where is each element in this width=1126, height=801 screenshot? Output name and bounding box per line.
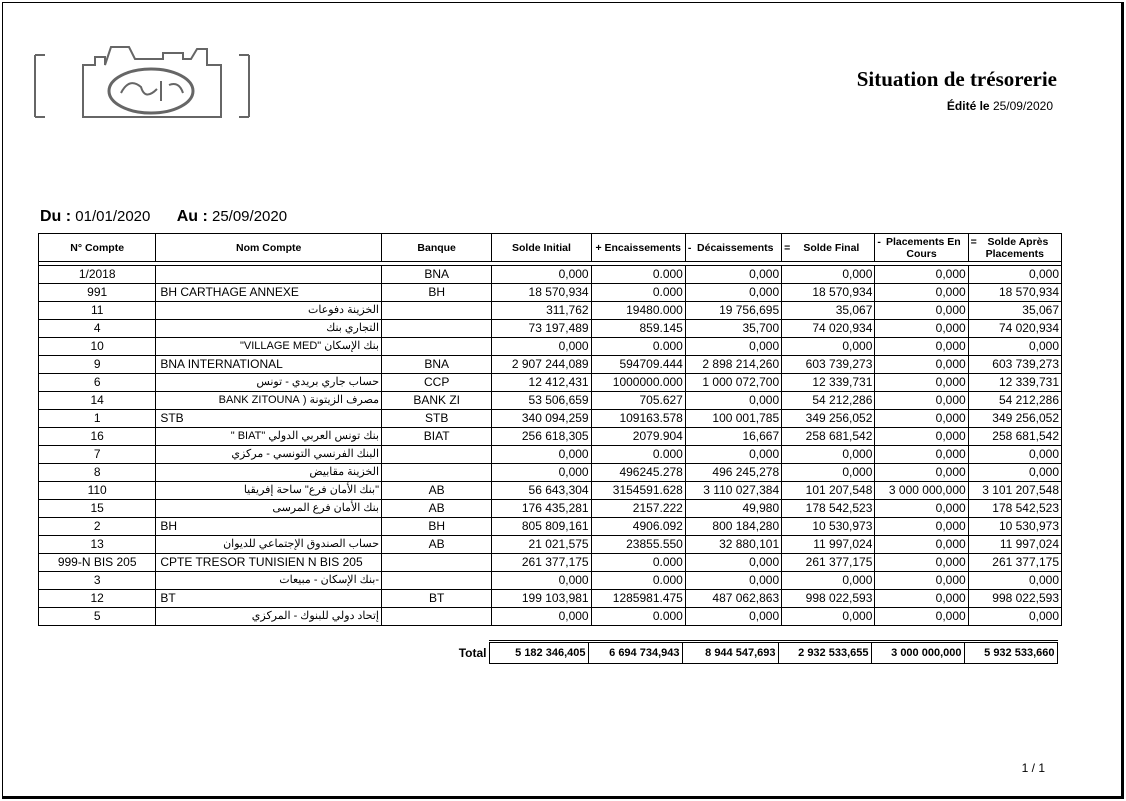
table-row bbox=[39, 302, 1062, 320]
cell-num: 999-N BIS 205 bbox=[39, 554, 156, 572]
page-number: 1 / 1 bbox=[1021, 761, 1045, 775]
cell-num: 110 bbox=[39, 482, 156, 500]
cell-encaissements: 0.000 bbox=[591, 266, 685, 284]
report-title: Situation de trésorerie bbox=[856, 67, 1057, 91]
du-label: Du : bbox=[40, 208, 72, 225]
cell-encaissements: 0.000 bbox=[591, 554, 685, 572]
total-solde-apres: 5 932 533,660 bbox=[964, 642, 1057, 664]
table-row bbox=[39, 392, 1062, 410]
cell-decaissements: 0,000 bbox=[685, 554, 781, 572]
cell-decaissements: 0,000 bbox=[685, 446, 781, 464]
cell-placements: 0,000 bbox=[875, 608, 968, 626]
cell-solde-apres: 349 256,052 bbox=[968, 410, 1061, 428]
cell-num: 1/2018 bbox=[39, 266, 156, 284]
cell-num: 8 bbox=[39, 464, 156, 482]
cell-banque: BH bbox=[382, 518, 492, 536]
cell-solde-apres: 0,000 bbox=[968, 446, 1061, 464]
cell-num: 3 bbox=[39, 572, 156, 590]
cell-nom: حساب الصندوق الإجتماعي للديوان bbox=[156, 536, 382, 554]
cell-solde-final: 0,000 bbox=[782, 572, 875, 590]
cell-banque bbox=[382, 572, 492, 590]
cell-placements: 0,000 bbox=[875, 392, 968, 410]
cell-nom: BT bbox=[156, 590, 382, 608]
cell-num: 1 bbox=[39, 410, 156, 428]
cell-placements: 0,000 bbox=[875, 572, 968, 590]
cell-encaissements: 23855.550 bbox=[591, 536, 685, 554]
total-solde-initial: 5 182 346,405 bbox=[489, 642, 588, 664]
cell-placements: 0,000 bbox=[875, 464, 968, 482]
table-row bbox=[39, 464, 1062, 482]
cell-decaissements: 32 880,101 bbox=[685, 536, 781, 554]
col-header-solde-initial: Solde Initial bbox=[492, 234, 591, 262]
table-row bbox=[39, 500, 1062, 518]
cell-nom: الخزينة مقابيض bbox=[156, 464, 382, 482]
cell-placements: 0,000 bbox=[875, 446, 968, 464]
cell-nom bbox=[156, 266, 382, 284]
col-header-solde-apres: = Solde Après Placements bbox=[968, 234, 1061, 262]
cell-solde-initial: 311,762 bbox=[492, 302, 591, 320]
cell-encaissements: 109163.578 bbox=[591, 410, 685, 428]
cell-solde-apres: 998 022,593 bbox=[968, 590, 1061, 608]
cell-solde-apres: 54 212,286 bbox=[968, 392, 1061, 410]
cell-nom: البنك الفرنسي التونسي - مركزي bbox=[156, 446, 382, 464]
table-row bbox=[39, 356, 1062, 374]
cell-solde-initial: 56 643,304 bbox=[492, 482, 591, 500]
table-row bbox=[39, 572, 1062, 590]
cell-encaissements: 0.000 bbox=[591, 608, 685, 626]
cell-nom: CPTE TRESOR TUNISIEN N BIS 205 bbox=[156, 554, 382, 572]
cell-placements: 0,000 bbox=[875, 536, 968, 554]
du-value: 01/01/2020 bbox=[75, 208, 151, 225]
cell-encaissements: 0.000 bbox=[591, 338, 685, 356]
cell-decaissements: 19 756,695 bbox=[685, 302, 781, 320]
cell-solde-initial: 176 435,281 bbox=[492, 500, 591, 518]
cell-solde-initial: 53 506,659 bbox=[492, 392, 591, 410]
report-page bbox=[2, 2, 1124, 799]
table-row bbox=[39, 446, 1062, 464]
cell-decaissements: 487 062,863 bbox=[685, 590, 781, 608]
cell-encaissements: 19480.000 bbox=[591, 302, 685, 320]
cell-decaissements: 0,000 bbox=[685, 284, 781, 302]
cell-solde-final: 74 020,934 bbox=[782, 320, 875, 338]
cell-solde-final: 0,000 bbox=[782, 266, 875, 284]
col-header-placements: - Placements En Cours bbox=[875, 234, 968, 262]
total-label: Total bbox=[458, 645, 487, 660]
cell-banque: BIAT bbox=[382, 428, 492, 446]
cell-decaissements: 1 000 072,700 bbox=[685, 374, 781, 392]
cell-solde-final: 11 997,024 bbox=[782, 536, 875, 554]
cell-num: 10 bbox=[39, 338, 156, 356]
au-value: 25/09/2020 bbox=[211, 208, 288, 225]
cell-nom: التجاري بنك bbox=[156, 320, 382, 338]
edition-date-label: Édité le bbox=[946, 99, 990, 113]
cell-banque: AB bbox=[382, 482, 492, 500]
cell-solde-final: 603 739,273 bbox=[782, 356, 875, 374]
cell-solde-initial: 805 809,161 bbox=[492, 518, 591, 536]
cell-solde-final: 349 256,052 bbox=[782, 410, 875, 428]
cell-solde-final: 0,000 bbox=[782, 338, 875, 356]
cell-encaissements: 1000000.000 bbox=[591, 374, 685, 392]
cell-encaissements: 705.627 bbox=[591, 392, 685, 410]
table-row bbox=[39, 554, 1062, 572]
cell-solde-initial: 2 907 244,089 bbox=[492, 356, 591, 374]
cell-solde-initial: 261 377,175 bbox=[492, 554, 591, 572]
cell-banque: BANK ZI bbox=[382, 392, 492, 410]
table-header-row bbox=[39, 234, 1062, 262]
edition-date-value: 25/09/2020 bbox=[992, 99, 1053, 113]
cell-encaissements: 3154591.628 bbox=[591, 482, 685, 500]
cell-banque: BNA bbox=[382, 266, 492, 284]
cell-encaissements: 496245.278 bbox=[591, 464, 685, 482]
cell-placements: 0,000 bbox=[875, 302, 968, 320]
total-placements: 3 000 000,000 bbox=[871, 642, 964, 664]
cell-encaissements: 859.145 bbox=[591, 320, 685, 338]
cell-decaissements: 16,667 bbox=[685, 428, 781, 446]
cell-num: 6 bbox=[39, 374, 156, 392]
cell-encaissements: 594709.444 bbox=[591, 356, 685, 374]
cell-banque bbox=[382, 554, 492, 572]
cell-placements: 0,000 bbox=[875, 518, 968, 536]
cell-nom: بنك تونس العربي الدولي "BIAT " bbox=[156, 428, 382, 446]
table-row bbox=[39, 266, 1062, 284]
cell-solde-final: 10 530,973 bbox=[782, 518, 875, 536]
cell-solde-initial: 21 021,575 bbox=[492, 536, 591, 554]
cell-solde-initial: 0,000 bbox=[492, 338, 591, 356]
cell-num: 7 bbox=[39, 446, 156, 464]
cell-solde-apres: 261 377,175 bbox=[968, 554, 1061, 572]
cell-num: 4 bbox=[39, 320, 156, 338]
table-row bbox=[39, 284, 1062, 302]
cell-decaissements: 2 898 214,260 bbox=[685, 356, 781, 374]
table-row bbox=[39, 482, 1062, 500]
table-row bbox=[39, 428, 1062, 446]
cell-solde-initial: 73 197,489 bbox=[492, 320, 591, 338]
report-period bbox=[40, 208, 287, 226]
cell-solde-initial: 256 618,305 bbox=[492, 428, 591, 446]
cell-solde-initial: 0,000 bbox=[492, 608, 591, 626]
cell-placements: 0,000 bbox=[875, 338, 968, 356]
cell-placements: 0,000 bbox=[875, 266, 968, 284]
cell-nom: الخزينة دفوعات bbox=[156, 302, 382, 320]
cell-solde-apres: 258 681,542 bbox=[968, 428, 1061, 446]
cell-encaissements: 0.000 bbox=[591, 446, 685, 464]
col-header-solde-final: = Solde Final bbox=[782, 234, 875, 262]
table-row bbox=[39, 374, 1062, 392]
cell-nom: "بنك الأمان فرع" ساحة إفريقيا bbox=[156, 482, 382, 500]
cell-encaissements: 4906.092 bbox=[591, 518, 685, 536]
cell-nom: BH CARTHAGE ANNEXE bbox=[156, 284, 382, 302]
cell-nom: بنك الأمان فرع المرسى bbox=[156, 500, 382, 518]
cell-solde-apres: 0,000 bbox=[968, 266, 1061, 284]
cell-encaissements: 2157.222 bbox=[591, 500, 685, 518]
cell-num: 9 bbox=[39, 356, 156, 374]
cell-placements: 0,000 bbox=[875, 500, 968, 518]
cell-solde-initial: 0,000 bbox=[492, 572, 591, 590]
cell-placements: 0,000 bbox=[875, 320, 968, 338]
cell-num: 16 bbox=[39, 428, 156, 446]
cell-solde-apres: 11 997,024 bbox=[968, 536, 1061, 554]
cell-banque: AB bbox=[382, 500, 492, 518]
cell-encaissements: 0.000 bbox=[591, 284, 685, 302]
cell-banque bbox=[382, 320, 492, 338]
cell-nom: حساب جاري بريدي - تونس bbox=[156, 374, 382, 392]
table-row bbox=[39, 536, 1062, 554]
cell-banque: CCP bbox=[382, 374, 492, 392]
cell-solde-final: 54 212,286 bbox=[782, 392, 875, 410]
au-label: Au : bbox=[176, 208, 208, 225]
cell-decaissements: 0,000 bbox=[685, 266, 781, 284]
cell-banque bbox=[382, 446, 492, 464]
totals-row bbox=[419, 640, 1058, 664]
cell-solde-apres: 0,000 bbox=[968, 572, 1061, 590]
table-row bbox=[39, 320, 1062, 338]
cell-encaissements: 1285981.475 bbox=[591, 590, 685, 608]
table-row bbox=[39, 338, 1062, 356]
cell-banque bbox=[382, 464, 492, 482]
cell-solde-final: 261 377,175 bbox=[782, 554, 875, 572]
cell-encaissements: 2079.904 bbox=[591, 428, 685, 446]
edition-date bbox=[947, 99, 1053, 113]
cell-placements: 0,000 bbox=[875, 284, 968, 302]
cell-decaissements: 3 110 027,384 bbox=[685, 482, 781, 500]
cell-solde-final: 0,000 bbox=[782, 608, 875, 626]
cell-solde-apres: 18 570,934 bbox=[968, 284, 1061, 302]
treasury-table bbox=[38, 233, 1062, 626]
cell-decaissements: 49,980 bbox=[685, 500, 781, 518]
cell-banque bbox=[382, 608, 492, 626]
cell-banque: BNA bbox=[382, 356, 492, 374]
col-header-encaissements: + Encaissements bbox=[591, 234, 685, 262]
cell-solde-initial: 0,000 bbox=[492, 464, 591, 482]
cell-placements: 0,000 bbox=[875, 410, 968, 428]
cell-decaissements: 35,700 bbox=[685, 320, 781, 338]
cell-decaissements: 100 001,785 bbox=[685, 410, 781, 428]
cell-nom: STB bbox=[156, 410, 382, 428]
total-decaissements: 8 944 547,693 bbox=[682, 642, 778, 664]
cell-num: 12 bbox=[39, 590, 156, 608]
cell-solde-initial: 18 570,934 bbox=[492, 284, 591, 302]
cell-nom: إتحاد دولي للبنوك - المركزي bbox=[156, 608, 382, 626]
cell-banque bbox=[382, 338, 492, 356]
cell-solde-apres: 12 339,731 bbox=[968, 374, 1061, 392]
cell-decaissements: 0,000 bbox=[685, 338, 781, 356]
cell-solde-initial: 0,000 bbox=[492, 446, 591, 464]
cell-nom: -بنك الإسكان - مبيعات bbox=[156, 572, 382, 590]
cell-nom: بنك الإسكان "VILLAGE MED" bbox=[156, 338, 382, 356]
cell-solde-apres: 10 530,973 bbox=[968, 518, 1061, 536]
table-row bbox=[39, 608, 1062, 626]
cell-num: 15 bbox=[39, 500, 156, 518]
cell-encaissements: 0.000 bbox=[591, 572, 685, 590]
cell-decaissements: 0,000 bbox=[685, 608, 781, 626]
cell-placements: 0,000 bbox=[875, 590, 968, 608]
col-header-num: N° Compte bbox=[39, 234, 156, 262]
cell-solde-final: 178 542,523 bbox=[782, 500, 875, 518]
total-encaissements: 6 694 734,943 bbox=[588, 642, 682, 664]
col-header-decaissements: - Décaissements bbox=[685, 234, 781, 262]
cell-solde-final: 258 681,542 bbox=[782, 428, 875, 446]
company-logo bbox=[33, 45, 251, 119]
cell-decaissements: 0,000 bbox=[685, 572, 781, 590]
cell-num: 11 bbox=[39, 302, 156, 320]
cell-placements: 3 000 000,000 bbox=[875, 482, 968, 500]
cell-banque: BT bbox=[382, 590, 492, 608]
cell-solde-apres: 35,067 bbox=[968, 302, 1061, 320]
cell-solde-final: 101 207,548 bbox=[782, 482, 875, 500]
cell-solde-apres: 0,000 bbox=[968, 338, 1061, 356]
cell-decaissements: 800 184,280 bbox=[685, 518, 781, 536]
cell-num: 991 bbox=[39, 284, 156, 302]
cell-placements: 0,000 bbox=[875, 554, 968, 572]
cell-solde-apres: 0,000 bbox=[968, 608, 1061, 626]
cell-solde-final: 0,000 bbox=[782, 464, 875, 482]
cell-num: 14 bbox=[39, 392, 156, 410]
cell-solde-final: 35,067 bbox=[782, 302, 875, 320]
cell-solde-apres: 3 101 207,548 bbox=[968, 482, 1061, 500]
cell-placements: 0,000 bbox=[875, 374, 968, 392]
cell-banque bbox=[382, 302, 492, 320]
table-row bbox=[39, 518, 1062, 536]
cell-solde-final: 12 339,731 bbox=[782, 374, 875, 392]
cell-placements: 0,000 bbox=[875, 428, 968, 446]
cell-num: 5 bbox=[39, 608, 156, 626]
cell-decaissements: 0,000 bbox=[685, 392, 781, 410]
cell-banque: BH bbox=[382, 284, 492, 302]
cell-banque: STB bbox=[382, 410, 492, 428]
cell-solde-apres: 0,000 bbox=[968, 464, 1061, 482]
cell-placements: 0,000 bbox=[875, 356, 968, 374]
cell-decaissements: 496 245,278 bbox=[685, 464, 781, 482]
cell-num: 13 bbox=[39, 536, 156, 554]
table-row bbox=[39, 410, 1062, 428]
cell-solde-apres: 603 739,273 bbox=[968, 356, 1061, 374]
total-solde-final: 2 932 533,655 bbox=[778, 642, 871, 664]
cell-solde-initial: 12 412,431 bbox=[492, 374, 591, 392]
cell-num: 2 bbox=[39, 518, 156, 536]
cell-solde-final: 998 022,593 bbox=[782, 590, 875, 608]
cell-nom: مصرف الزيتونة ( BANK ZITOUNA bbox=[156, 392, 382, 410]
cell-solde-final: 0,000 bbox=[782, 446, 875, 464]
cell-nom: BH bbox=[156, 518, 382, 536]
cell-solde-apres: 178 542,523 bbox=[968, 500, 1061, 518]
cell-solde-initial: 340 094,259 bbox=[492, 410, 591, 428]
cell-nom: BNA INTERNATIONAL bbox=[156, 356, 382, 374]
col-header-banque: Banque bbox=[382, 234, 492, 262]
table-row bbox=[39, 590, 1062, 608]
cell-banque: AB bbox=[382, 536, 492, 554]
cell-solde-apres: 74 020,934 bbox=[968, 320, 1061, 338]
cell-solde-initial: 199 103,981 bbox=[492, 590, 591, 608]
cell-solde-final: 18 570,934 bbox=[782, 284, 875, 302]
col-header-nom: Nom Compte bbox=[156, 234, 382, 262]
cell-solde-initial: 0,000 bbox=[492, 266, 591, 284]
